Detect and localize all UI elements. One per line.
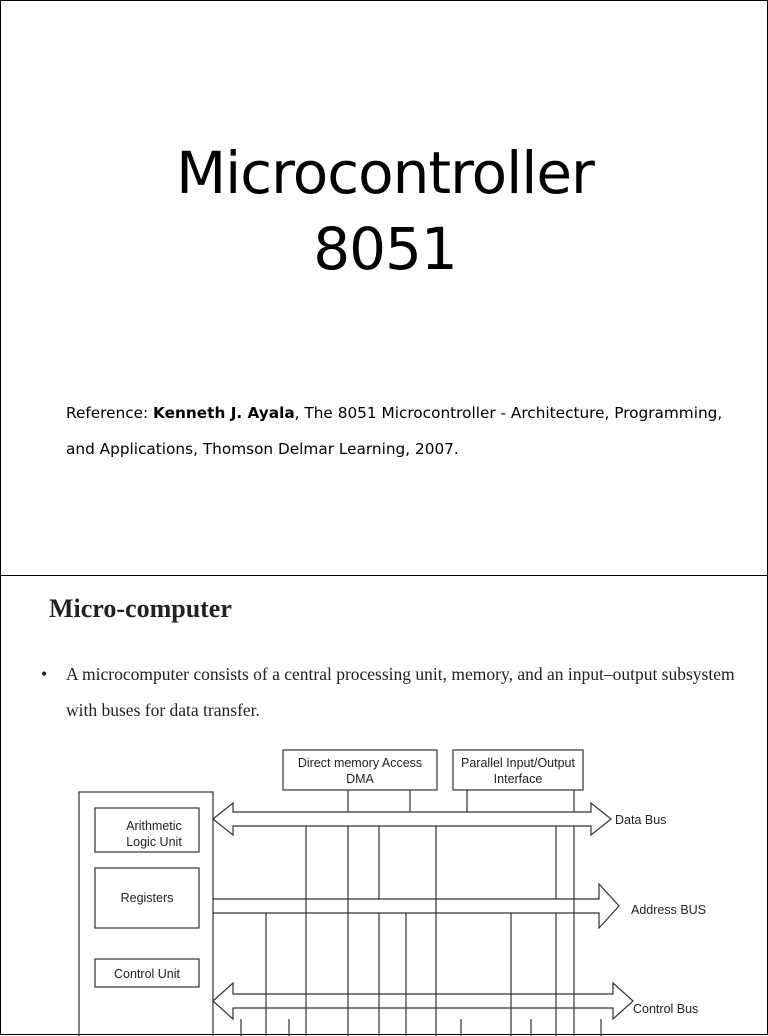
dma-label-2: DMA bbox=[346, 772, 374, 786]
title-line-2: 8051 bbox=[313, 215, 457, 283]
pio-label-1: Parallel Input/Output bbox=[461, 756, 575, 770]
bullet-text: A microcomputer consists of a central processing unit, memory, and an input–output subsystem with buses for data transfer. bbox=[66, 664, 735, 720]
title-line-1: Microcontroller bbox=[176, 139, 594, 207]
data-bus-arrow bbox=[213, 803, 611, 835]
reference-author: Kenneth J. Ayala bbox=[153, 404, 295, 422]
alu-label-1: Arithmetic bbox=[126, 819, 182, 833]
slide-2 bbox=[0, 575, 768, 1035]
slide-1-title bbox=[1, 135, 768, 287]
alu-label-2: Logic Unit bbox=[126, 835, 182, 849]
data-bus-label: Data Bus bbox=[615, 813, 667, 827]
address-bus-label: Address BUS bbox=[631, 903, 707, 917]
reference-text bbox=[66, 395, 746, 467]
dma-label-1: Direct memory Access bbox=[297, 756, 423, 770]
microcomputer-diagram bbox=[1, 576, 768, 1036]
bullet-symbol: • bbox=[41, 664, 48, 684]
reference-prefix: Reference: bbox=[66, 404, 154, 422]
slide-2-title: Micro-computer bbox=[49, 594, 232, 623]
reference-rest-2: and Applications, Thomson Delmar Learning, 2007. bbox=[66, 440, 459, 458]
control-bus-arrow bbox=[213, 983, 633, 1019]
address-bus-arrow bbox=[213, 884, 619, 928]
registers-label: Registers bbox=[120, 891, 174, 905]
control-bus-label: Control Bus bbox=[633, 1002, 699, 1016]
pio-label-2: Interface bbox=[493, 772, 543, 786]
reference-rest-1: , The 8051 Microcontroller - Architecture, Programming, bbox=[294, 404, 723, 422]
control-unit-label: Control Unit bbox=[114, 967, 180, 981]
